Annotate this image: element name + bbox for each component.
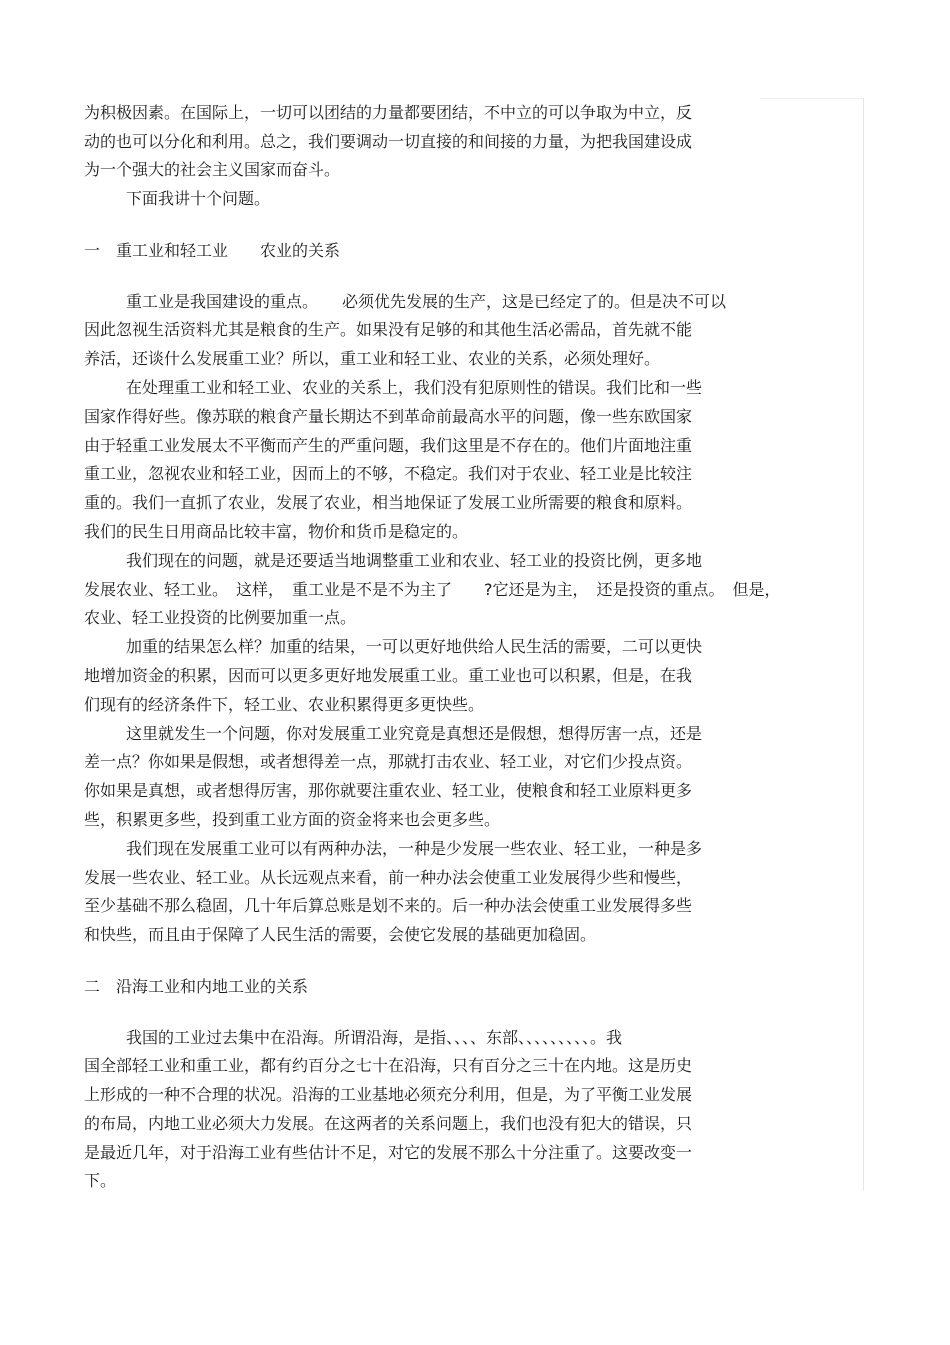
text-line: 我国的工业过去集中在沿海。所谓沿海，是指、、、、东部、、、、、、、、、。我 — [126, 1028, 623, 1047]
text-line: 因此忽视生活资料尤其是粮食的生产。如果没有足够的和其他生活必需品，首先就不能 — [84, 320, 693, 339]
text-line: 为积极因素。在国际上，一切可以团结的力量都要团结，不中立的可以争取为中立，反 — [84, 103, 693, 122]
text-line: 由于轻重工业发展太不平衡而产生的严重问题，我们这里是不存在的。他们片面地注重 — [84, 436, 693, 455]
text-line: 国家作得好些。像苏联的粮食产量长期达不到革命前最高水平的问题，像一些东欧国家 — [84, 407, 693, 426]
text-line: 是最近几年，对于沿海工业有些估计不足，对它的发展不那么十分注重了。这要改变一 — [84, 1143, 693, 1162]
section-heading: 一 重工业和轻工业 农业的关系 — [84, 241, 341, 260]
text-line: 们现有的经济条件下，轻工业、农业积累得更多更快些。 — [84, 695, 485, 714]
text-line: 为一个强大的社会主义国家而奋斗。 — [84, 160, 341, 179]
text-line: 差一点？你如果是假想，或者想得差一点，那就打击农业、轻工业，对它们少投点资。 — [84, 752, 693, 771]
text-line: 发展农业、轻工业。 这样， 重工业是不是不为主了 ?它还是为主， 还是投资的重点。 但是， — [84, 580, 781, 599]
text-line: 这里就发生一个问题，你对发展重工业究竟是真想还是假想，想得厉害一点，还是 — [126, 724, 703, 743]
text-line: 上形成的一种不合理的状况。沿海的工业基地必须充分利用，但是，为了平衡工业发展 — [84, 1085, 693, 1104]
text-line: 你如果是真想，或者想得厉害，那你就要注重农业、轻工业，使粮食和轻工业原料更多 — [84, 781, 693, 800]
text-line: 重的。我们一直抓了农业，发展了农业，相当地保证了发展工业所需要的粮食和原料。 — [84, 493, 693, 512]
text-line: 些，积累更多些，投到重工业方面的资金将来也会更多些。 — [84, 810, 501, 829]
page-border-right — [863, 98, 864, 1191]
text-line: 和快些，而且由于保障了人民生活的需要，会使它发展的基础更加稳固。 — [84, 925, 597, 944]
text-line: 重工业，忽视农业和轻工业，因而上的不够，不稳定。我们对于农业、轻工业是比较注 — [84, 464, 693, 483]
text-line: 下面我讲十个问题。 — [126, 189, 271, 208]
text-line: 养活，还谈什么发展重工业？所以，重工业和轻工业、农业的关系，必须处理好。 — [84, 349, 661, 368]
text-line: 的布局，内地工业必须大力发展。在这两者的关系问题上，我们也没有犯大的错误，只 — [84, 1114, 693, 1133]
text-line: 下。 — [84, 1171, 117, 1190]
text-line: 重工业是我国建设的重点。 必须优先发展的生产，这是已经定了的。但是决不可以 — [126, 292, 727, 311]
text-line: 地增加资金的积累，因而可以更多更好地发展重工业。重工业也可以积累，但是，在我 — [84, 666, 693, 685]
text-line: 加重的结果怎么样？加重的结果，一可以更好地供给人民生活的需要，二可以更快 — [126, 637, 703, 656]
text-line: 我们现在发展重工业可以有两种办法，一种是少发展一些农业、轻工业，一种是多 — [126, 839, 703, 858]
page-border-top — [760, 98, 864, 99]
text-line: 农业、轻工业投资的比例要加重一点。 — [84, 608, 357, 627]
section-heading: 二 沿海工业和内地工业的关系 — [84, 977, 309, 996]
text-line: 我们的民生日用商品比较丰富，物价和货币是稳定的。 — [84, 522, 469, 541]
text-line: 发展一些农业、轻工业。从长远观点来看，前一种办法会使重工业发展得少些和慢些， — [84, 868, 693, 887]
text-line: 国全部轻工业和重工业，都有约百分之七十在沿海，只有百分之三十在内地。这是历史 — [84, 1056, 693, 1075]
text-line: 在处理重工业和轻工业、农业的关系上，我们没有犯原则性的错误。我们比和一些 — [126, 378, 703, 397]
text-line: 至少基础不那么稳固，几十年后算总账是划不来的。后一种办法会使重工业发展得多些 — [84, 896, 693, 915]
text-line: 我们现在的问题，就是还要适当地调整重工业和农业、轻工业的投资比例，更多地 — [126, 551, 703, 570]
text-line: 动的也可以分化和利用。总之，我们要调动一切直接的和间接的力量，为把我国建设成 — [84, 132, 693, 151]
